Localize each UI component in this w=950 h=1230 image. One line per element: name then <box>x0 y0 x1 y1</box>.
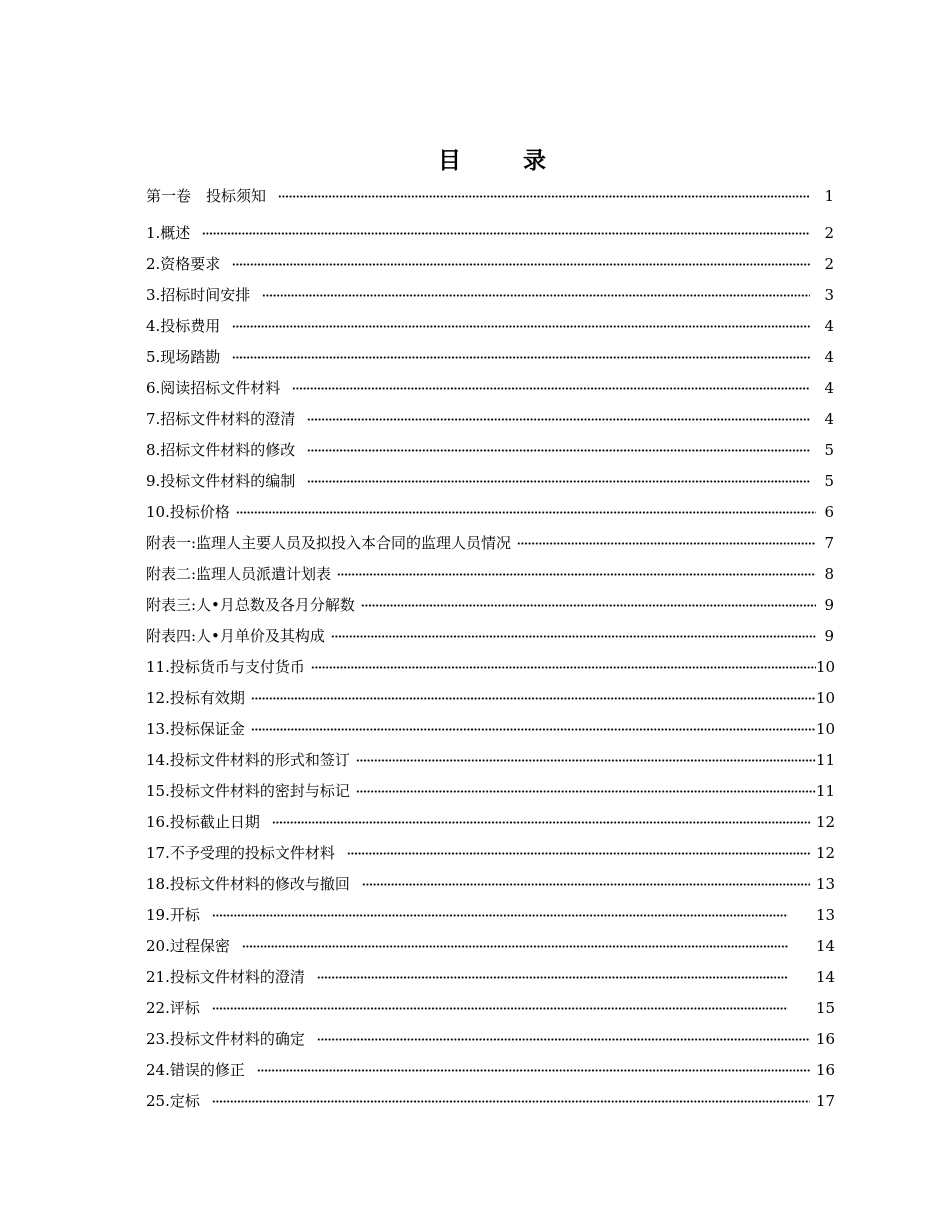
toc-entry-page: 13 <box>816 905 836 924</box>
dot-leader <box>356 759 816 762</box>
toc-entry-page: 5 <box>824 471 834 490</box>
dot-leader <box>337 573 816 576</box>
toc-entry-page: 1 <box>824 186 834 205</box>
toc-entry-page: 14 <box>816 936 836 955</box>
toc-entry-page: 9 <box>824 595 834 614</box>
toc-entry-label: 第一卷 投标须知 <box>146 187 267 205</box>
toc-entry-label: 4.投标费用 <box>146 317 221 335</box>
dot-leader <box>361 604 816 607</box>
toc-entry-page: 9 <box>824 626 834 645</box>
dot-leader <box>317 976 788 979</box>
toc-entry-label: 21.投标文件材料的澄清 <box>146 968 305 986</box>
dot-leader <box>242 945 788 948</box>
toc-entry-label: 附表二:监理人员派遣计划表 <box>146 565 332 583</box>
toc-entry-label: 9.投标文件材料的编制 <box>146 472 296 490</box>
toc-entry[interactable] <box>146 310 834 341</box>
toc-entry[interactable] <box>146 248 834 279</box>
toc-entry-label: 2.资格要求 <box>146 255 221 273</box>
toc-entry-page: 2 <box>824 254 834 273</box>
toc-entry-label: 14.投标文件材料的形式和签订 <box>146 751 350 769</box>
toc-entry[interactable] <box>146 1023 834 1054</box>
toc-entry-page: 15 <box>816 998 836 1017</box>
toc-entry-label: 25.定标 <box>146 1092 200 1110</box>
toc-entry[interactable] <box>146 806 834 837</box>
toc-entry-page: 4 <box>824 347 834 366</box>
dot-leader <box>232 356 810 359</box>
toc-entry[interactable] <box>146 589 834 620</box>
dot-leader <box>212 1100 810 1103</box>
toc-entry-page: 8 <box>824 564 834 583</box>
dot-leader <box>232 325 810 328</box>
toc-entry-label: 15.投标文件材料的密封与标记 <box>146 782 350 800</box>
toc-entry-page: 7 <box>824 533 834 552</box>
toc-entry[interactable] <box>146 341 834 372</box>
dot-leader <box>278 195 810 198</box>
dot-leader <box>307 480 810 483</box>
title-right-char: 录 <box>523 148 546 174</box>
toc-entry-page: 4 <box>824 409 834 428</box>
toc-entry[interactable] <box>146 279 834 310</box>
toc-entry[interactable] <box>146 775 834 806</box>
toc-entry-label: 5.现场踏勘 <box>146 348 221 366</box>
toc-entry-label: 24.错误的修正 <box>146 1061 245 1079</box>
toc-entry-page: 12 <box>816 843 836 862</box>
dot-leader <box>232 263 810 266</box>
toc-entry-label: 12.投标有效期 <box>146 689 245 707</box>
toc-entry[interactable] <box>146 465 834 496</box>
dot-leader <box>331 635 816 638</box>
toc-entry-label: 20.过程保密 <box>146 937 230 955</box>
toc-entry[interactable] <box>146 217 834 248</box>
toc-entry[interactable] <box>146 713 834 744</box>
dot-leader <box>212 914 788 917</box>
dot-leader <box>202 232 810 235</box>
toc-entry-page: 3 <box>824 285 834 304</box>
toc-entry-page: 10 <box>816 657 836 676</box>
toc-entry[interactable] <box>146 403 834 434</box>
toc-entry[interactable] <box>146 620 834 651</box>
toc-entry[interactable] <box>146 372 834 403</box>
toc-entry-label: 23.投标文件材料的确定 <box>146 1030 305 1048</box>
toc-entry[interactable] <box>146 651 834 682</box>
toc-entry[interactable] <box>146 1054 834 1085</box>
toc-entry-page: 11 <box>816 750 836 769</box>
toc-entry-label: 附表四:人•月单价及其构成 <box>146 627 325 645</box>
dot-leader <box>257 1069 810 1072</box>
dot-leader <box>356 790 816 793</box>
toc-entry-label: 18.投标文件材料的修改与撤回 <box>146 875 350 893</box>
toc-entry-label: 22.评标 <box>146 999 200 1017</box>
dot-leader <box>307 449 810 452</box>
toc-entry[interactable] <box>146 899 834 930</box>
toc-entry-label: 17.不予受理的投标文件材料 <box>146 844 335 862</box>
toc-entry-page: 10 <box>816 688 836 707</box>
toc-entry-page: 4 <box>824 378 834 397</box>
toc-entry-label: 19.开标 <box>146 906 200 924</box>
toc-entry-label: 8.招标文件材料的修改 <box>146 441 296 459</box>
toc-entry-label: 3.招标时间安排 <box>146 286 251 304</box>
dot-leader <box>517 542 816 545</box>
toc-entry-label: 11.投标货币与支付货币 <box>146 658 305 676</box>
toc-entry-label: 16.投标截止日期 <box>146 813 260 831</box>
page-title <box>0 142 950 175</box>
toc-entry-page: 12 <box>816 812 836 831</box>
dot-leader <box>212 1007 788 1010</box>
toc-entry[interactable] <box>146 868 834 899</box>
toc-entry-page: 16 <box>816 1029 836 1048</box>
toc-entry-label: 附表一:监理人主要人员及拟投入本合同的监理人员情况 <box>146 534 512 552</box>
toc-entry-page: 11 <box>816 781 836 800</box>
toc-entry-page: 2 <box>824 223 834 242</box>
toc-entry-page: 10 <box>816 719 836 738</box>
toc-entry[interactable] <box>146 434 834 465</box>
toc-entry[interactable] <box>146 180 834 211</box>
toc-entry-page: 16 <box>816 1060 836 1079</box>
table-of-contents <box>146 180 834 1116</box>
toc-entry-page: 4 <box>824 316 834 335</box>
dot-leader <box>251 697 816 700</box>
toc-entry[interactable] <box>146 837 834 868</box>
toc-entry[interactable] <box>146 558 834 589</box>
toc-entry-page: 13 <box>816 874 836 893</box>
toc-entry-label: 10.投标价格 <box>146 503 230 521</box>
toc-entry[interactable] <box>146 682 834 713</box>
toc-entry-label: 1.概述 <box>146 224 191 242</box>
toc-entry[interactable] <box>146 992 834 1023</box>
toc-entry-label: 附表三:人•月总数及各月分解数 <box>146 596 355 614</box>
dot-leader <box>311 666 816 669</box>
toc-entry[interactable] <box>146 744 834 775</box>
toc-entry[interactable] <box>146 961 834 992</box>
toc-entry-page: 6 <box>824 502 834 521</box>
dot-leader <box>251 728 816 731</box>
toc-entry-label: 7.招标文件材料的澄清 <box>146 410 296 428</box>
dot-leader <box>236 511 816 514</box>
dot-leader <box>362 883 810 886</box>
dot-leader <box>307 418 810 421</box>
title-left-char: 目 <box>438 148 461 174</box>
toc-entry-label: 13.投标保证金 <box>146 720 245 738</box>
toc-entry[interactable] <box>146 1085 834 1116</box>
toc-entry-page: 14 <box>816 967 836 986</box>
toc-entry-page: 17 <box>816 1091 836 1110</box>
toc-entry[interactable] <box>146 496 834 527</box>
dot-leader <box>347 852 810 855</box>
dot-leader <box>272 821 810 824</box>
dot-leader <box>292 387 810 390</box>
toc-entry-page: 5 <box>824 440 834 459</box>
dot-leader <box>262 294 810 297</box>
toc-entry[interactable] <box>146 930 834 961</box>
dot-leader <box>317 1038 810 1041</box>
toc-entry-label: 6.阅读招标文件材料 <box>146 379 281 397</box>
toc-entry[interactable] <box>146 527 834 558</box>
